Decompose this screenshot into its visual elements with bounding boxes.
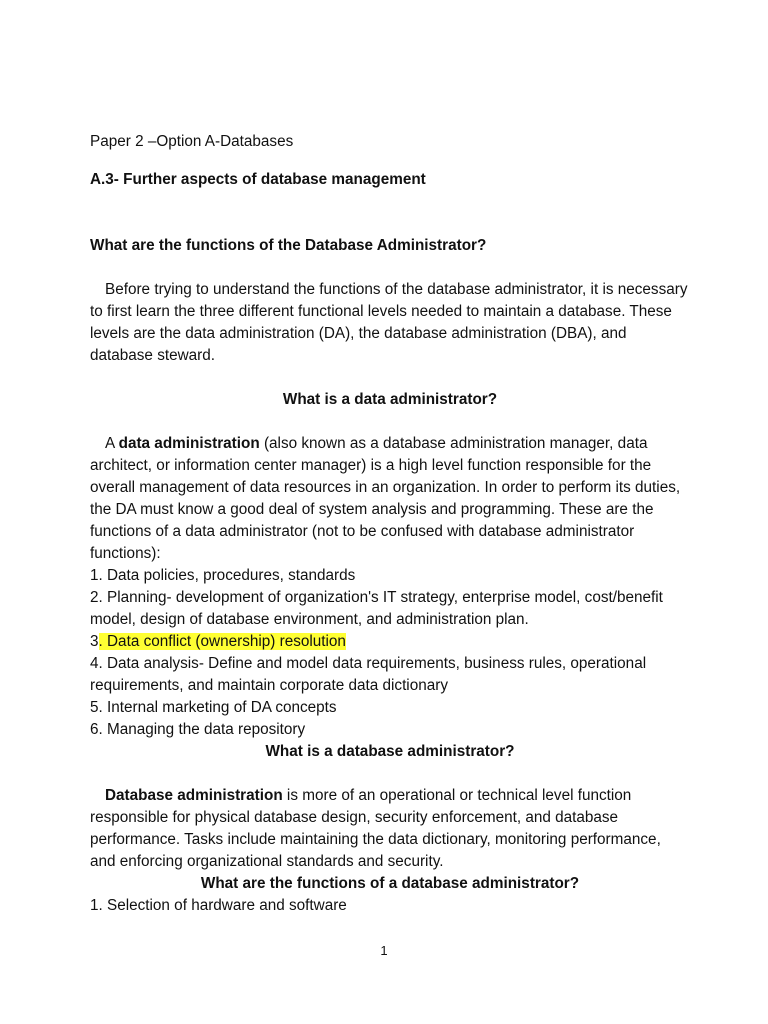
database-admin-functions-question: What are the functions of a database administrator? [200,875,580,892]
dba-functions-paragraph: Before trying to understand the functions of the database administrator, it is necessary to first learn the three different functional levels needed to maintain a database. These levels are the data administration (DA), the database administration (DBA), and database steward. [90,281,688,364]
page-number: 1 [380,943,388,958]
data-admin-term: data administration [118,435,260,452]
data-admin-intro [90,433,690,565]
database-admin-question: What is a database administrator? [265,743,515,760]
list-item: 1. Selection of hardware and software [90,897,347,914]
data-admin-question: What is a data administrator? [282,391,498,408]
section-heading: A.3- Further aspects of database management [90,171,426,188]
list-item: 6. Managing the data repository [90,721,306,738]
data-admin-intro-text: (also known as a database administration manager, data architect, or information center manager) is a high level function responsible for the overall management of data resources in an organization. In order to perform its duties, the DA must know a good deal of system analysis and programming. These are the functions of a data administrator (not to be confused with database administrator functions): [90,435,681,562]
list-item: 4. Data analysis- Define and model data requirements, business rules, operational requirements, and maintain corporate data dictionary [90,655,647,694]
document-title: Paper 2 –Option A-Databases [90,133,294,150]
list-item [90,631,690,653]
data-admin-function-list [90,565,690,741]
database-admin-intro-text: is more of an operational or technical level function responsible for physical database design, security enforcement, and database performance. Tasks include maintaining the data dictionary, monitoring performance, and enforcing organizational standards and security. [90,787,661,870]
document-body [90,131,690,917]
list-item: 5. Internal marketing of DA concepts [90,699,337,716]
list-item: 2. Planning- development of organization's IT strategy, enterprise model, cost/benefit model, design of database environment, and administration plan. [90,589,663,628]
list-item: 1. Data policies, procedures, standards [90,567,356,584]
database-admin-function-list [90,895,690,917]
data-admin-intro-prefix: A [105,435,119,452]
database-admin-term: Database administration [105,787,283,804]
dba-functions-question: What are the functions of the Database Administrator? [90,237,487,254]
list-item-number: 3 [90,633,99,650]
database-admin-intro [90,785,690,873]
highlighted-text: . Data conflict (ownership) resolution [98,633,346,650]
